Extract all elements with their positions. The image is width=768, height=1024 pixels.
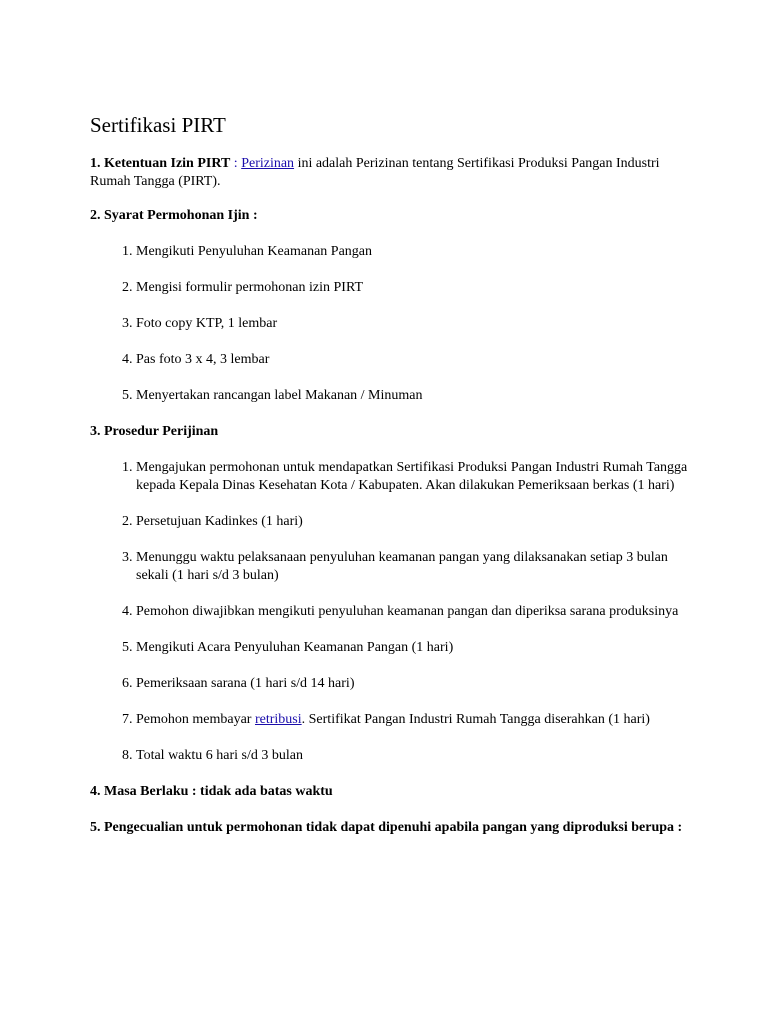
- list-item: 3. Menunggu waktu pelaksanaan penyuluhan keamanan pangan yang dilaksanakan setiap 3 bulan sekali (1 hari s/d 3 bulan): [136, 549, 690, 585]
- page-title: Sertifikasi PIRT: [90, 113, 226, 137]
- section-1-label: 1. Ketentuan Izin PIRT: [90, 156, 231, 171]
- procedure-list: [90, 459, 690, 765]
- requirements-list: [90, 243, 690, 405]
- item-7-suffix: . Sertifikat Pangan Industri Rumah Tangga diserahkan (1 hari): [301, 712, 650, 727]
- retribusi-link[interactable]: retribusi: [254, 712, 302, 727]
- section-1-separator: :: [230, 156, 242, 171]
- list-item: [136, 711, 690, 729]
- section-4-heading: 4. Masa Berlaku : tidak ada batas waktu: [90, 784, 333, 799]
- list-item: 4. Pemohon diwajibkan mengikuti penyuluhan keamanan pangan dan diperiksa sarana produksinya: [136, 603, 690, 621]
- document-body: [90, 111, 690, 837]
- perizinan-link[interactable]: Perizinan: [241, 156, 295, 171]
- list-item: 2. Persetujuan Kadinkes (1 hari): [136, 513, 690, 531]
- section-2-heading: 2. Syarat Permohonan Ijin :: [90, 208, 258, 223]
- list-item: 3. Foto copy KTP, 1 lembar: [136, 315, 690, 333]
- section-1-paragraph: [90, 155, 690, 191]
- section-3-heading: 3. Prosedur Perijinan: [90, 424, 219, 439]
- list-item: 8. Total waktu 6 hari s/d 3 bulan: [136, 747, 690, 765]
- list-item: 1. Mengikuti Penyuluhan Keamanan Pangan: [136, 243, 690, 261]
- list-item: 2. Mengisi formulir permohonan izin PIRT: [136, 279, 690, 297]
- item-7-prefix: Pemohon membayar: [136, 712, 255, 727]
- section-5-heading: 5. Pengecualian untuk permohonan tidak dapat dipenuhi apabila pangan yang diproduksi berupa :: [90, 820, 683, 835]
- list-item: 6. Pemeriksaan sarana (1 hari s/d 14 hari): [136, 675, 690, 693]
- list-item: 5. Mengikuti Acara Penyuluhan Keamanan Pangan (1 hari): [136, 639, 690, 657]
- list-item: 1. Mengajukan permohonan untuk mendapatkan Sertifikasi Produksi Pangan Industri Rumah Tangga kepada Kepala Dinas Kesehatan Kota / Kabupaten. Akan dilakukan Pemeriksaan berkas (1 hari): [136, 459, 690, 495]
- section-1-text: ini adalah Perizinan tentang Sertifikasi Produksi Pangan Industri Rumah Tangga (PIRT).: [90, 156, 660, 189]
- list-item: 5. Menyertakan rancangan label Makanan / Minuman: [136, 387, 690, 405]
- list-item: 4. Pas foto 3 x 4, 3 lembar: [136, 351, 690, 369]
